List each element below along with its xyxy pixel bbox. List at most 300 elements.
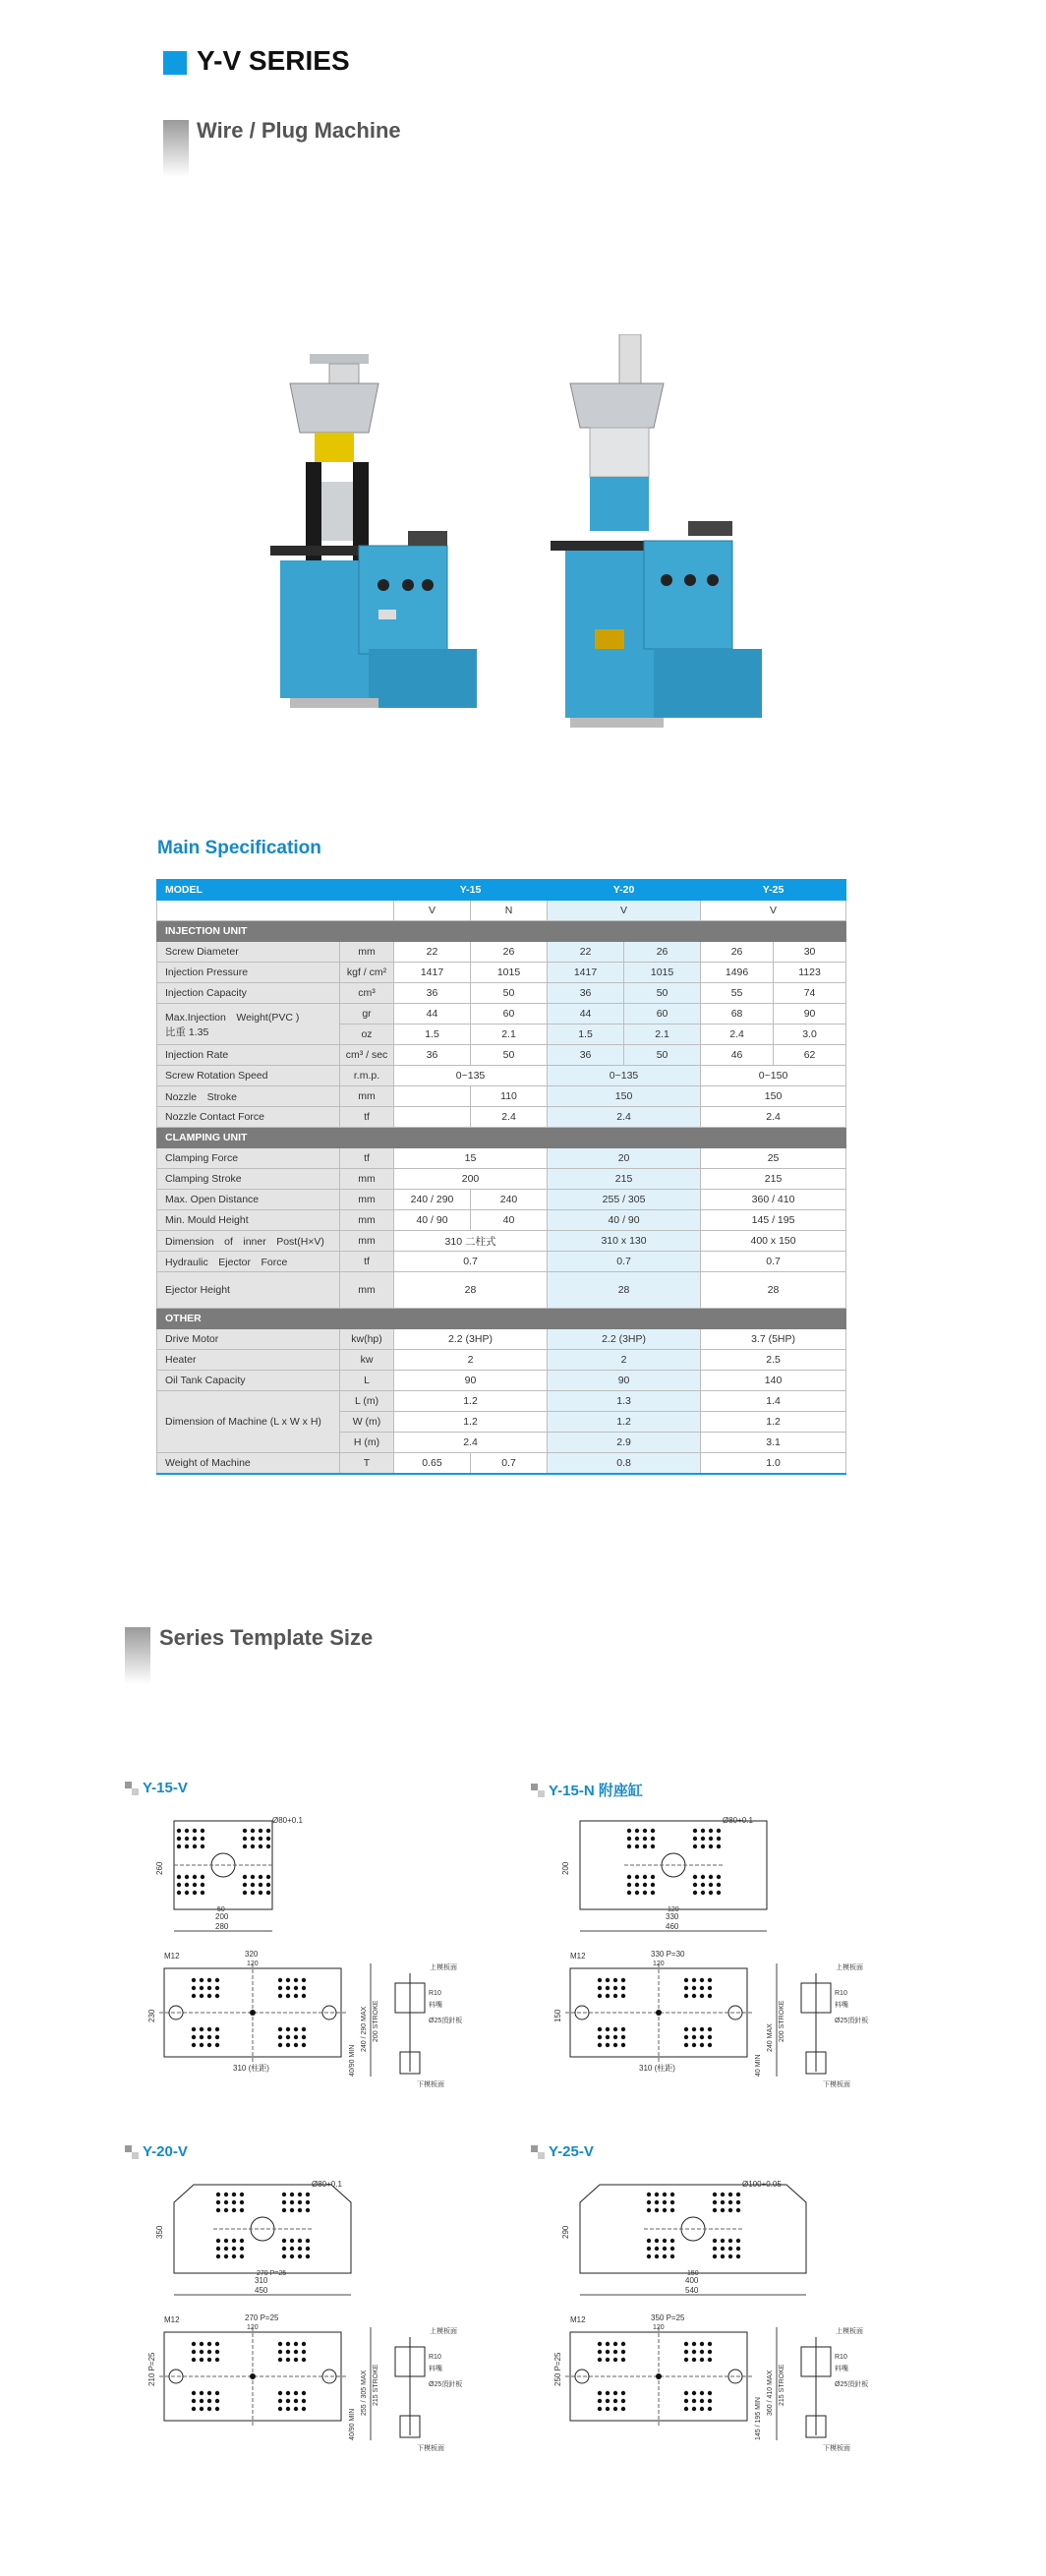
- mould-hole: [200, 1986, 203, 1990]
- mould-hole: [298, 2239, 302, 2243]
- side-stroke: 215 STROKE: [373, 2364, 379, 2406]
- mould-hole: [621, 1994, 625, 1998]
- mould-hole: [708, 2027, 712, 2031]
- dim-center: 120: [668, 1906, 679, 1913]
- mould-hole: [215, 2358, 219, 2362]
- mould-hole: [302, 1994, 306, 1998]
- square-icon: [125, 1782, 139, 1795]
- template-heading: [531, 2143, 594, 2160]
- mould-hole: [651, 1829, 655, 1833]
- table-row: Nozzle Stroke mm 110 150 150: [157, 1086, 846, 1107]
- mould-hole: [708, 2035, 712, 2039]
- mould-hole: [643, 1875, 647, 1879]
- model-y20: Y-20: [548, 880, 701, 901]
- dim-bolt: M12: [570, 1952, 586, 1961]
- mould-hole: [598, 1994, 602, 1998]
- mould-hole: [598, 1978, 602, 1982]
- mould-hole: [207, 2035, 211, 2039]
- mould-hole: [207, 2342, 211, 2346]
- mould-hole: [613, 2391, 617, 2395]
- bottom-view: [553, 2313, 752, 2426]
- mould-hole: [286, 2391, 290, 2395]
- mould-hole: [266, 1837, 270, 1841]
- mould-hole: [635, 1875, 639, 1879]
- mould-hole: [192, 2399, 196, 2403]
- mould-hole: [215, 1994, 219, 1998]
- side-max: 255 / 305 MAX: [361, 2370, 368, 2416]
- template-label: Y-15-N 附座缸: [549, 1783, 643, 1799]
- mould-hole: [635, 1844, 639, 1848]
- mould-hole: [693, 1844, 697, 1848]
- mould-hole: [709, 1844, 713, 1848]
- table-row: Oil Tank Capacity L 90 90 140: [157, 1371, 846, 1391]
- bottom-view: [147, 2313, 346, 2426]
- dim-bolt: M12: [570, 2315, 586, 2324]
- mould-hole: [294, 2027, 298, 2031]
- mould-hole: [200, 2350, 203, 2354]
- mould-hole: [294, 2407, 298, 2411]
- mould-hole: [185, 1829, 189, 1833]
- mould-hole: [232, 2239, 236, 2243]
- mould-hole: [215, 2407, 219, 2411]
- mould-hole: [282, 2254, 286, 2258]
- mould-hole: [215, 2035, 219, 2039]
- mould-hole: [278, 2407, 282, 2411]
- mould-hole: [606, 2342, 610, 2346]
- mould-hole: [647, 2193, 651, 2196]
- mould-hole: [294, 2391, 298, 2395]
- mould-hole: [693, 1875, 697, 1879]
- mould-hole: [670, 2200, 674, 2204]
- mould-hole: [670, 2254, 674, 2258]
- mould-hole: [251, 1883, 255, 1887]
- mould-hole: [216, 2193, 220, 2196]
- mould-hole: [627, 1837, 631, 1841]
- mould-hole: [192, 1994, 196, 1998]
- mould-hole: [613, 2027, 617, 2031]
- mould-hole: [635, 1883, 639, 1887]
- mould-hole: [207, 2027, 211, 2031]
- mould-hole: [621, 2391, 625, 2395]
- mould-hole: [240, 2200, 244, 2204]
- mould-hole: [692, 2399, 696, 2403]
- mould-hole: [708, 2407, 712, 2411]
- table-row: Injection Rate cm³ / sec 36 50 36 50 46 62: [157, 1045, 846, 1066]
- mould-hole: [693, 1883, 697, 1887]
- mould-hole: [306, 2200, 310, 2204]
- mould-hole: [306, 2193, 310, 2196]
- mould-hole: [621, 2350, 625, 2354]
- mould-hole: [651, 1875, 655, 1879]
- mould-hole: [193, 1891, 197, 1895]
- mould-hole: [713, 2254, 717, 2258]
- side-hole: Ø25頂針板: [429, 2018, 463, 2024]
- mould-hole: [302, 2035, 306, 2039]
- mould-hole: [215, 2342, 219, 2346]
- mould-hole: [700, 2407, 704, 2411]
- mould-hole: [185, 1837, 189, 1841]
- table-row: Injection Pressure kgf / cm² 1417 1015 1417 1015 1496 1123: [157, 963, 846, 983]
- dim-pitch: 270 P=25: [245, 2313, 279, 2322]
- table-row: Dimension of Machine (L x W x H) L (m) 1.2 1.3 1.4: [157, 1391, 846, 1412]
- mould-hole: [598, 2027, 602, 2031]
- mould-hole: [621, 2043, 625, 2047]
- mould-hole: [692, 1978, 696, 1982]
- mould-hole: [266, 1875, 270, 1879]
- mould-hole: [207, 2358, 211, 2362]
- mould-hole: [294, 2358, 298, 2362]
- mould-hole: [216, 2247, 220, 2251]
- mould-hole: [200, 1978, 203, 1982]
- mould-hole: [663, 2239, 667, 2243]
- mould-hole: [670, 2193, 674, 2196]
- mould-hole: [643, 1891, 647, 1895]
- side-r: R10: [429, 2354, 441, 2361]
- mould-hole: [193, 1844, 197, 1848]
- mould-hole: [286, 1994, 290, 1998]
- mould-hole: [708, 1986, 712, 1990]
- mould-hole: [684, 2035, 688, 2039]
- mould-hole: [606, 2035, 610, 2039]
- mould-hole: [700, 2035, 704, 2039]
- mould-hole: [294, 1986, 298, 1990]
- dim-bolt: M12: [164, 1952, 180, 1961]
- mould-hole: [302, 2358, 306, 2362]
- side-view: [349, 2326, 462, 2452]
- mould-hole: [598, 2342, 602, 2346]
- side-min: 40/90 MIN: [349, 2408, 356, 2440]
- dim-width-inner: 330: [666, 1912, 679, 1921]
- mould-hole: [193, 1883, 197, 1887]
- mould-hole: [259, 1844, 262, 1848]
- mould-hole: [728, 2247, 732, 2251]
- mould-hole: [185, 1875, 189, 1879]
- side-max: 240 MAX: [767, 2023, 774, 2052]
- mould-hole: [216, 2239, 220, 2243]
- mould-hole: [294, 2035, 298, 2039]
- mould-hole: [728, 2208, 732, 2212]
- mould-hole: [598, 2391, 602, 2395]
- mould-hole: [290, 2208, 294, 2212]
- mould-hole: [200, 2043, 203, 2047]
- table-row: Injection Capacity cm³ 36 50 36 50 55 74: [157, 983, 846, 1004]
- section-clamping: CLAMPING UNIT: [157, 1128, 846, 1148]
- dim-height: 230: [147, 2009, 156, 2022]
- mould-hole: [684, 2350, 688, 2354]
- dim-height: 260: [155, 1861, 164, 1875]
- table-row: Dimension of inner Post(H×V) mm 310 二柱式 310 x 130 400 x 150: [157, 1231, 846, 1252]
- mould-hole: [693, 1829, 697, 1833]
- dim-pitch-inner: 120: [247, 2324, 259, 2331]
- mould-hole: [200, 2035, 203, 2039]
- mould-hole: [224, 2254, 228, 2258]
- mould-hole: [693, 1891, 697, 1895]
- mould-hole: [613, 2035, 617, 2039]
- dim-pitch: 320: [245, 1950, 259, 1959]
- mould-hole: [701, 1829, 705, 1833]
- dim-base: 310 (柱距): [233, 2064, 269, 2073]
- mould-hole: [651, 1891, 655, 1895]
- side-stroke: 200 STROKE: [373, 2000, 379, 2042]
- table-row: Weight of Machine T 0.65 0.7 0.8 1.0: [157, 1453, 846, 1475]
- side-bottom-label: 下模板面: [417, 2445, 444, 2452]
- mould-hole: [207, 2350, 211, 2354]
- mould-hole: [192, 1978, 196, 1982]
- square-icon: [125, 2145, 139, 2159]
- mould-hole: [192, 2350, 196, 2354]
- mould-hole: [240, 2247, 244, 2251]
- mould-hole: [700, 2391, 704, 2395]
- mould-hole: [655, 2200, 659, 2204]
- mould-hole: [200, 2391, 203, 2395]
- mould-hole: [721, 2200, 725, 2204]
- mould-hole: [700, 1978, 704, 1982]
- mould-hole: [684, 2043, 688, 2047]
- mould-hole: [606, 2358, 610, 2362]
- mould-hole: [728, 2239, 732, 2243]
- mould-hole: [282, 2208, 286, 2212]
- dim-width-inner: 400: [685, 2276, 699, 2285]
- mould-hole: [598, 2399, 602, 2403]
- center-hole: [656, 2373, 662, 2379]
- table-row: H (m) 2.4 2.9 3.1: [157, 1433, 846, 1453]
- mould-hole: [700, 2399, 704, 2403]
- mould-hole: [294, 2399, 298, 2403]
- mould-hole: [701, 1891, 705, 1895]
- mould-hole: [266, 1829, 270, 1833]
- mould-hole: [286, 1978, 290, 1982]
- mould-hole: [643, 1829, 647, 1833]
- mould-hole: [721, 2193, 725, 2196]
- mould-hole: [655, 2247, 659, 2251]
- mould-hole: [647, 2208, 651, 2212]
- side-top-label: 上模板面: [836, 1964, 863, 1971]
- mould-hole: [216, 2254, 220, 2258]
- mould-hole: [721, 2239, 725, 2243]
- mould-hole: [647, 2247, 651, 2251]
- mould-hole: [298, 2208, 302, 2212]
- mould-hole: [192, 2391, 196, 2395]
- mould-hole: [621, 2342, 625, 2346]
- mould-hole: [201, 1829, 204, 1833]
- mould-hole: [708, 1978, 712, 1982]
- mould-hole: [709, 1883, 713, 1887]
- mould-hole: [717, 1844, 721, 1848]
- dim-pitch-inner: 120: [653, 2324, 665, 2331]
- mould-hole: [709, 1829, 713, 1833]
- mould-hole: [613, 2342, 617, 2346]
- mould-hole: [647, 2254, 651, 2258]
- mould-hole: [294, 1978, 298, 1982]
- dim-height: 350: [155, 2225, 164, 2239]
- mould-hole: [294, 1994, 298, 1998]
- mould-hole: [290, 2247, 294, 2251]
- side-top-label: 上模板面: [836, 2328, 863, 2335]
- mould-hole: [643, 1837, 647, 1841]
- side-top-label: 上模板面: [430, 2328, 457, 2335]
- dim-base: 310 (柱距): [639, 2064, 675, 2073]
- mould-hole: [193, 1837, 197, 1841]
- mould-hole: [282, 2200, 286, 2204]
- subtitle-bar: [163, 120, 189, 177]
- mould-hole: [200, 1994, 203, 1998]
- mould-hole: [598, 2350, 602, 2354]
- mould-hole: [282, 2239, 286, 2243]
- mould-hole: [643, 1844, 647, 1848]
- mould-hole: [286, 2358, 290, 2362]
- mould-hole: [294, 2043, 298, 2047]
- mould-hole: [721, 2208, 725, 2212]
- mould-hole: [613, 2350, 617, 2354]
- mould-hole: [700, 1986, 704, 1990]
- mould-hole: [215, 1978, 219, 1982]
- mould-hole: [728, 2200, 732, 2204]
- mould-hole: [700, 2342, 704, 2346]
- mould-hole: [243, 1844, 247, 1848]
- dim-width: 280: [215, 1922, 229, 1931]
- dim-pitch-inner: 120: [247, 1961, 259, 1967]
- spec-title: Main Specification: [157, 838, 321, 858]
- template-label: Y-15-V: [143, 1780, 188, 1796]
- table-row: Drive Motor kw(hp) 2.2 (3HP) 2.2 (3HP) 3.7 (5HP): [157, 1329, 846, 1350]
- mould-hole: [708, 2358, 712, 2362]
- mould-hole: [736, 2208, 740, 2212]
- dim-pitch: 350 P=25: [651, 2313, 685, 2322]
- mould-hole: [201, 1891, 204, 1895]
- mould-hole: [302, 2027, 306, 2031]
- template-label: Y-25-V: [549, 2143, 594, 2160]
- mould-hole: [177, 1829, 181, 1833]
- mould-hole: [651, 1844, 655, 1848]
- mould-hole: [302, 1978, 306, 1982]
- template-title: Series Template Size: [159, 1625, 374, 1650]
- model-y15: Y-15: [394, 880, 548, 901]
- mould-hole: [286, 2027, 290, 2031]
- mould-hole: [192, 2342, 196, 2346]
- table-row: Clamping Stroke mm 200 215 215: [157, 1169, 846, 1190]
- mould-hole: [201, 1875, 204, 1879]
- mould-hole: [701, 1844, 705, 1848]
- mould-hole: [708, 1994, 712, 1998]
- mould-hole: [185, 1883, 189, 1887]
- mould-hole: [251, 1875, 255, 1879]
- mould-hole: [717, 1829, 721, 1833]
- side-stroke: 200 STROKE: [779, 2000, 785, 2042]
- mould-hole: [243, 1829, 247, 1833]
- mould-hole: [306, 2254, 310, 2258]
- side-view: [755, 1962, 868, 2088]
- mould-hole: [286, 2399, 290, 2403]
- mould-hole: [232, 2200, 236, 2204]
- mould-hole: [700, 1994, 704, 1998]
- mould-hole: [240, 2193, 244, 2196]
- mould-hole: [278, 2391, 282, 2395]
- mould-hole: [684, 1978, 688, 1982]
- side-min: 40 MIN: [755, 2054, 762, 2077]
- mould-hole: [286, 2350, 290, 2354]
- mould-hole: [700, 2358, 704, 2362]
- mould-hole: [266, 1844, 270, 1848]
- mould-hole: [692, 2391, 696, 2395]
- mould-hole: [621, 2407, 625, 2411]
- mould-hole: [621, 1978, 625, 1982]
- mould-hole: [259, 1875, 262, 1879]
- template-drawing: [541, 1801, 914, 2136]
- mould-hole: [736, 2247, 740, 2251]
- mould-hole: [692, 2043, 696, 2047]
- template-drawing: [135, 2165, 508, 2499]
- mould-hole: [215, 1986, 219, 1990]
- mould-hole: [613, 1978, 617, 1982]
- mould-hole: [185, 1844, 189, 1848]
- mould-hole: [207, 2407, 211, 2411]
- mould-hole: [613, 1986, 617, 1990]
- mould-hole: [598, 1986, 602, 1990]
- side-bottom-label: 下模板面: [823, 2081, 850, 2088]
- mould-hole: [278, 1986, 282, 1990]
- dim-hole: Ø80+0.1: [312, 2180, 342, 2189]
- mould-hole: [692, 1994, 696, 1998]
- mould-hole: [606, 2027, 610, 2031]
- mould-hole: [177, 1875, 181, 1879]
- mould-hole: [302, 2391, 306, 2395]
- mould-hole: [670, 2208, 674, 2212]
- dim-width-inner: 200: [215, 1912, 229, 1921]
- mould-hole: [290, 2254, 294, 2258]
- dim-width: 540: [685, 2286, 699, 2295]
- mould-hole: [290, 2239, 294, 2243]
- machine-image-right: [551, 334, 806, 757]
- mould-hole: [613, 2399, 617, 2403]
- side-r: R10: [835, 2354, 847, 2361]
- table-row: Nozzle Contact Force tf 2.4 2.4 2.4: [157, 1107, 846, 1128]
- mould-hole: [185, 1891, 189, 1895]
- bottom-view: [147, 1950, 346, 2073]
- model-header: MODEL: [157, 880, 394, 901]
- mould-hole: [215, 2043, 219, 2047]
- mould-hole: [266, 1891, 270, 1895]
- mould-hole: [278, 1994, 282, 1998]
- mould-hole: [713, 2200, 717, 2204]
- mould-hole: [692, 2358, 696, 2362]
- side-r: R10: [835, 1990, 847, 1997]
- dim-height: 250 P=25: [553, 2352, 562, 2386]
- mould-hole: [232, 2208, 236, 2212]
- mould-hole: [224, 2247, 228, 2251]
- square-icon: [531, 1784, 545, 1797]
- template-drawing: [541, 2165, 914, 2499]
- template-label: Y-20-V: [143, 2143, 188, 2160]
- mould-hole: [278, 2399, 282, 2403]
- mould-hole: [717, 1883, 721, 1887]
- mould-hole: [655, 2254, 659, 2258]
- side-hole: Ø25頂針板: [835, 2381, 869, 2388]
- mould-hole: [207, 2391, 211, 2395]
- mould-hole: [692, 2342, 696, 2346]
- mould-hole: [200, 2027, 203, 2031]
- mould-hole: [192, 2035, 196, 2039]
- mould-hole: [708, 2342, 712, 2346]
- mould-hole: [606, 1978, 610, 1982]
- mould-hole: [201, 1844, 204, 1848]
- mould-hole: [266, 1883, 270, 1887]
- mould-hole: [647, 2239, 651, 2243]
- mould-hole: [598, 2407, 602, 2411]
- mould-hole: [708, 2043, 712, 2047]
- mould-hole: [606, 1994, 610, 1998]
- mould-hole: [635, 1837, 639, 1841]
- mould-hole: [709, 1875, 713, 1879]
